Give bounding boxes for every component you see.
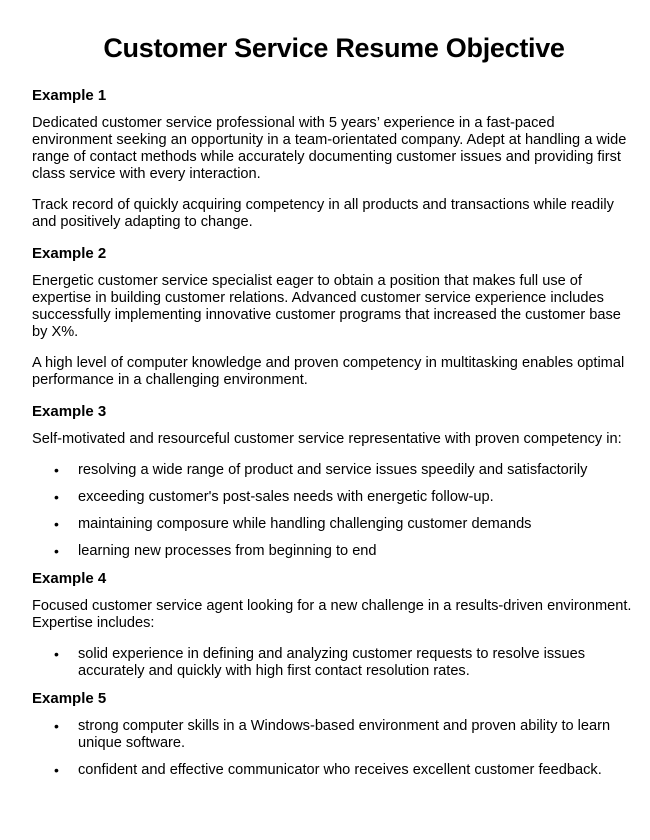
bullet-icon: • — [54, 462, 59, 478]
bullet-icon: • — [54, 489, 59, 505]
example-3-intro: Self-motivated and resourceful customer service representative with proven competency in: — [32, 431, 622, 447]
bullet-icon: • — [54, 646, 59, 662]
list-item — [32, 489, 636, 506]
example-1-paragraph-1: Dedicated customer service professional with 5 years’ experience in a fast-paced environment seeking an opportunity in a team-orientated company. Adept at handling a wide range of contact methods while accurately documenting customer issues and providing first class service with every interaction. — [32, 115, 627, 182]
example-2-heading: Example 2 — [32, 245, 107, 262]
example-4-heading: Example 4 — [32, 570, 107, 587]
example-3-bullet-list — [32, 462, 636, 560]
example-2-paragraph-1: Energetic customer service specialist eager to obtain a position that makes full use of expertise in building customer relations. Advanced customer service experience includes successfully implementing innovative customer programs that increased the customer base by X%. — [32, 273, 621, 340]
list-item — [32, 543, 636, 560]
list-item-text: strong computer skills in a Windows-based environment and proven ability to learn unique software. — [78, 718, 611, 751]
example-5-bullet-list — [32, 718, 636, 779]
example-5-heading: Example 5 — [32, 690, 107, 707]
bullet-icon: • — [54, 762, 59, 778]
list-item-text: confident and effective communicator who receives excellent customer feedback. — [78, 762, 602, 778]
example-3-section — [32, 403, 636, 560]
list-item-text: solid experience in defining and analyzing customer requests to resolve issues accurately and quickly with high first contact resolution rates. — [78, 646, 586, 679]
list-item — [32, 762, 636, 779]
list-item-text: exceeding customer's post-sales needs with energetic follow-up. — [78, 489, 494, 505]
example-2-paragraph-2: A high level of computer knowledge and proven competency in multitasking enables optimal performance in a challenging environment. — [32, 355, 625, 388]
bullet-icon: • — [54, 543, 59, 559]
list-item-text: maintaining composure while handling challenging customer demands — [78, 516, 532, 532]
example-1-heading: Example 1 — [32, 87, 107, 104]
list-item — [32, 718, 636, 752]
example-1-section — [32, 87, 636, 231]
page-title: Customer Service Resume Objective — [103, 33, 565, 63]
example-4-bullet-list — [32, 646, 636, 680]
list-item — [32, 646, 636, 680]
list-item — [32, 516, 636, 533]
example-2-section — [32, 245, 636, 389]
list-item-text: learning new processes from beginning to end — [78, 543, 377, 559]
example-4-intro: Focused customer service agent looking for a new challenge in a results-driven environment. Expertise includes: — [32, 598, 632, 631]
list-item — [32, 462, 636, 479]
example-1-paragraph-2: Track record of quickly acquiring competency in all products and transactions while readily and positively adapting to change. — [32, 197, 614, 230]
example-4-section — [32, 570, 636, 680]
bullet-icon: • — [54, 718, 59, 734]
example-5-section — [32, 690, 636, 779]
bullet-icon: • — [54, 516, 59, 532]
list-item-text: resolving a wide range of product and service issues speedily and satisfactorily — [78, 462, 588, 478]
example-3-heading: Example 3 — [32, 403, 107, 420]
